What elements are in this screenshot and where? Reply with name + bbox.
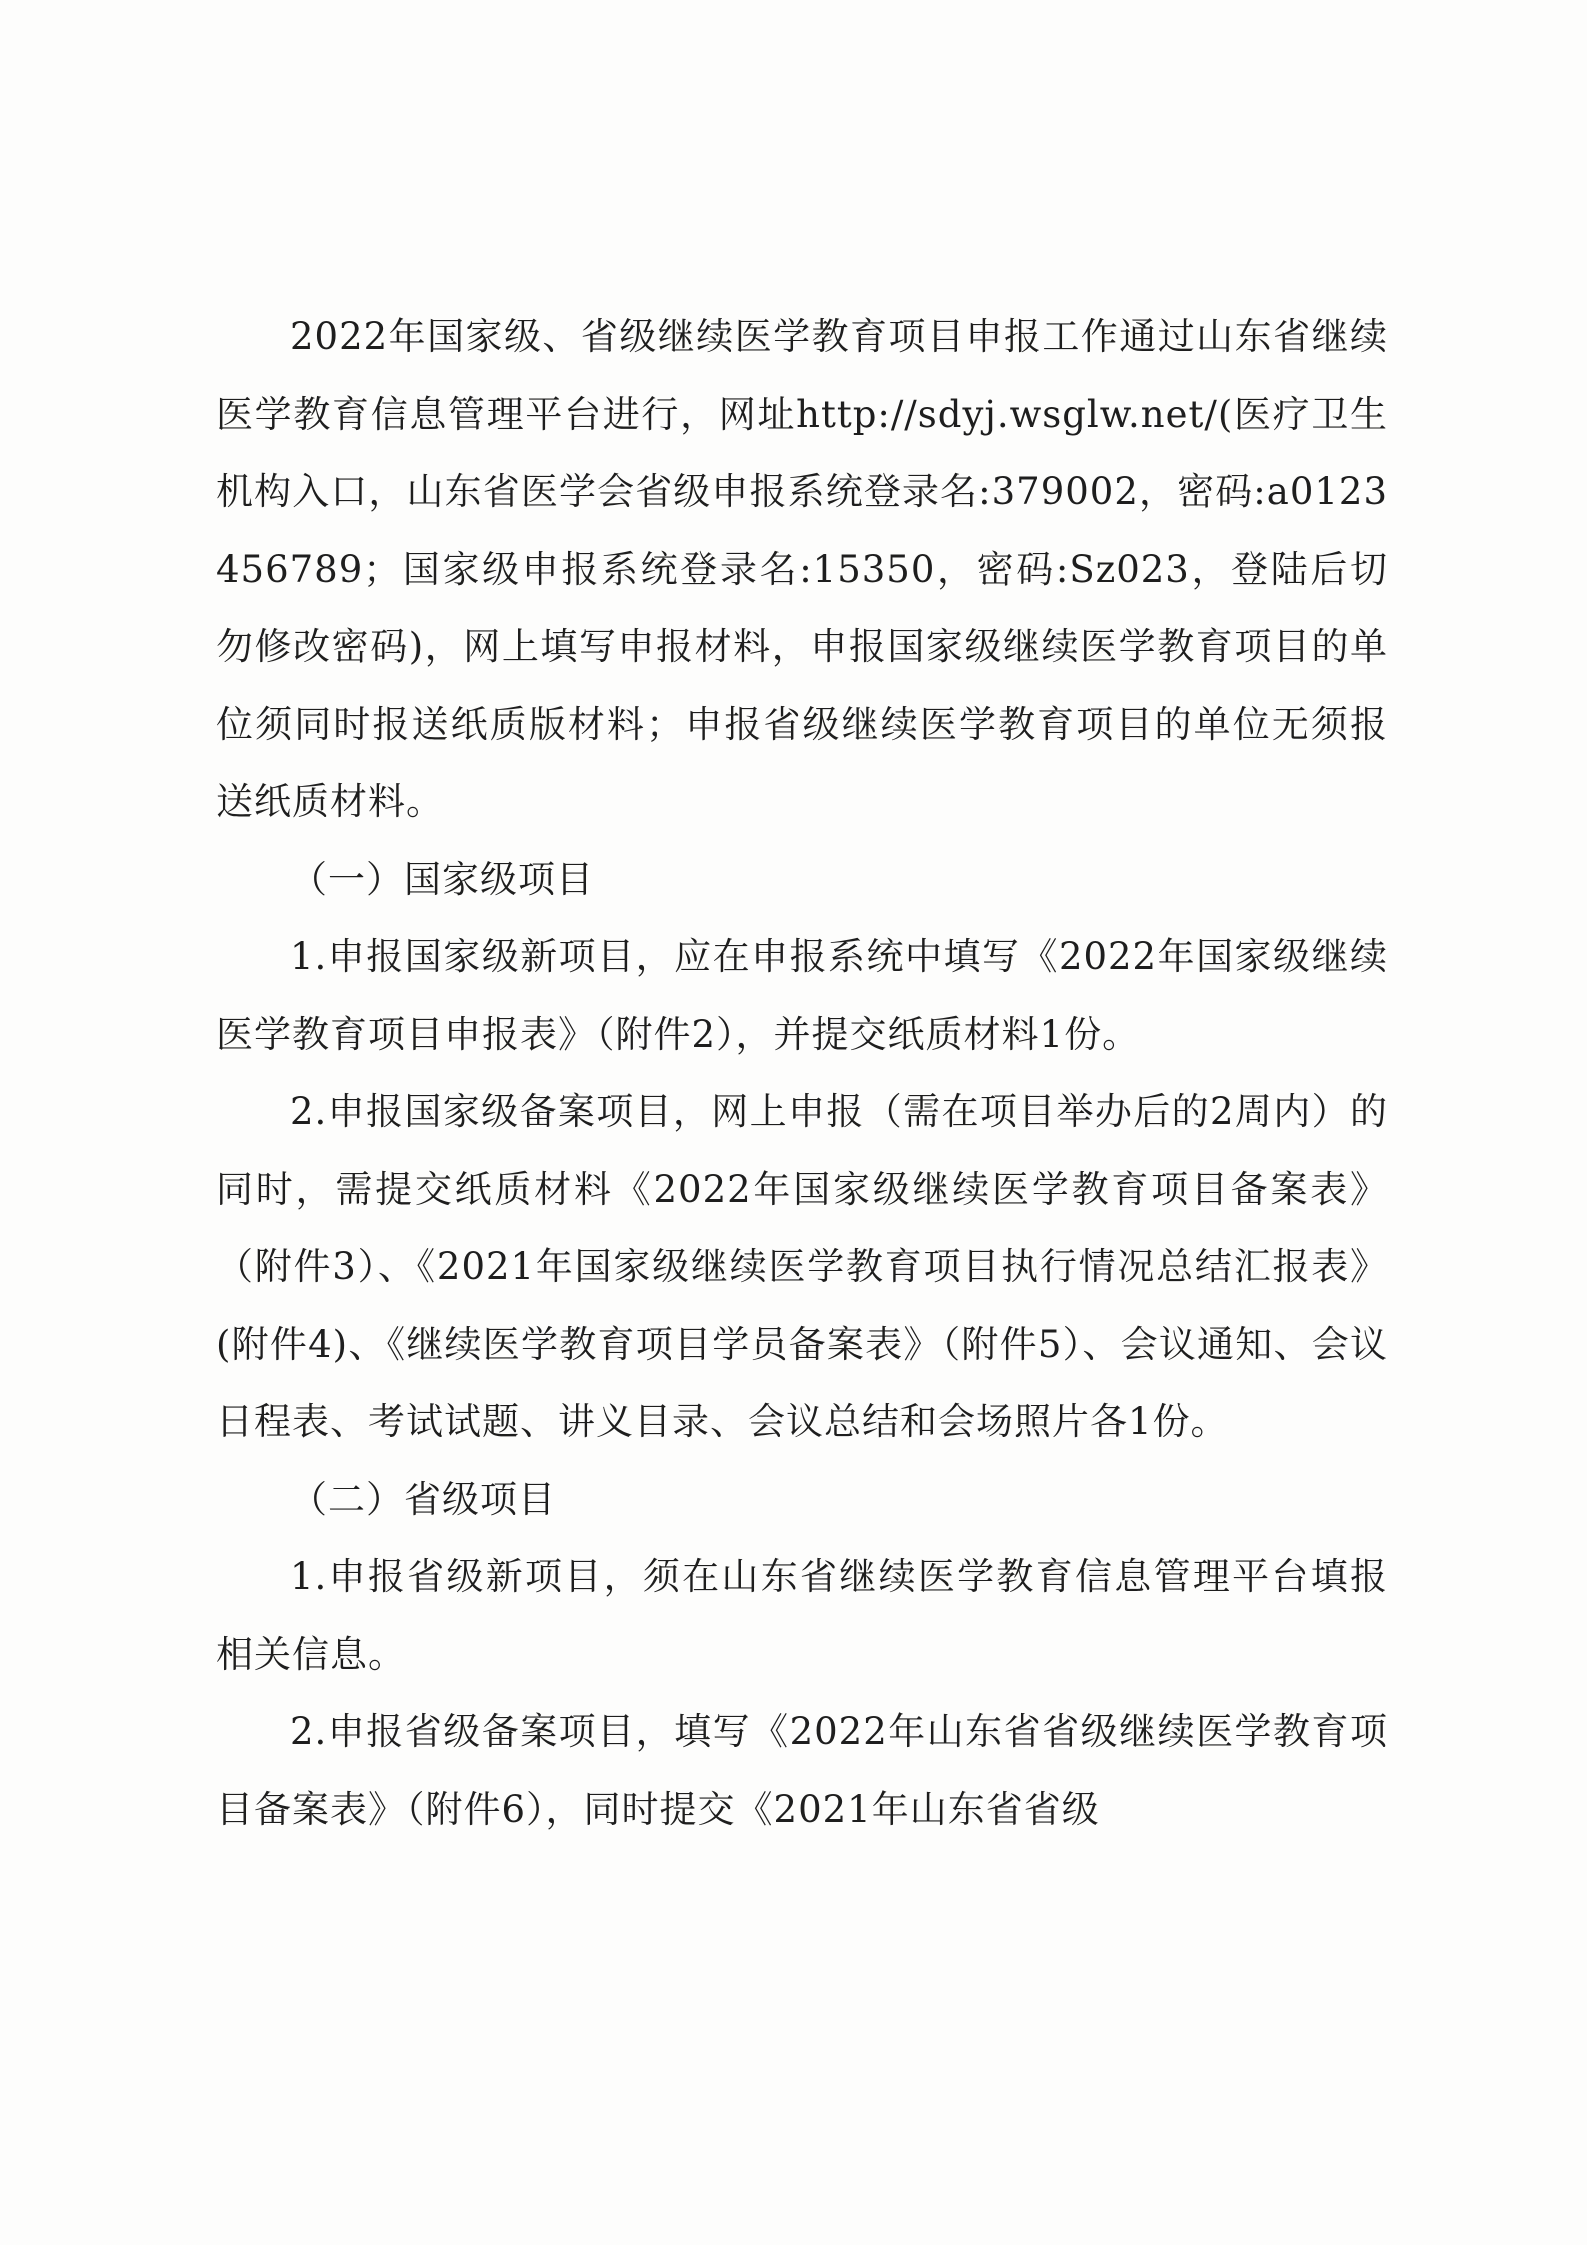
document-body bbox=[216, 298, 1388, 1848]
national-item-2: 2.申报国家级备案项目，网上申报（需在项目举办后的2周内）的同时，需提交纸质材料《2022年国家级继续医学教育项目备案表》（附件3）、《2021年国家级继续医学教育项目执行情况总结汇报表》(附件4)、《继续医学教育项目学员备案表》（附件5）、会议通知、会议日程表、考试试题、讲义目录、会议总结和会场照片各1份。 bbox=[216, 1090, 1388, 1443]
section-heading-national: （一）国家级项目 bbox=[290, 857, 594, 901]
intro-paragraph: 2022年国家级、省级继续医学教育项目申报工作通过山东省继续医学教育信息管理平台进行，网址http://sdyj.wsglw.net/(医疗卫生机构入口，山东省医学会省级申报系统登录名:379002，密码:a0123456789；国家级申报系统登录名:15350，密码:Sz023，登陆后切勿修改密码)，网上填写申报材料，申报国家级继续医学教育项目的单位须同时报送纸质版材料；申报省级继续医学教育项目的单位无须报送纸质材料。 bbox=[216, 315, 1388, 823]
section-heading-provincial: （二）省级项目 bbox=[290, 1477, 556, 1521]
provincial-item-2: 2.申报省级备案项目，填写《2022年山东省省级继续医学教育项目备案表》（附件6），同时提交《2021年山东省省级 bbox=[216, 1710, 1388, 1831]
national-item-1: 1.申报国家级新项目，应在申报系统中填写《2022年国家级继续医学教育项目申报表》（附件2），并提交纸质材料1份。 bbox=[216, 935, 1388, 1056]
provincial-item-1: 1.申报省级新项目，须在山东省继续医学教育信息管理平台填报相关信息。 bbox=[216, 1555, 1388, 1676]
